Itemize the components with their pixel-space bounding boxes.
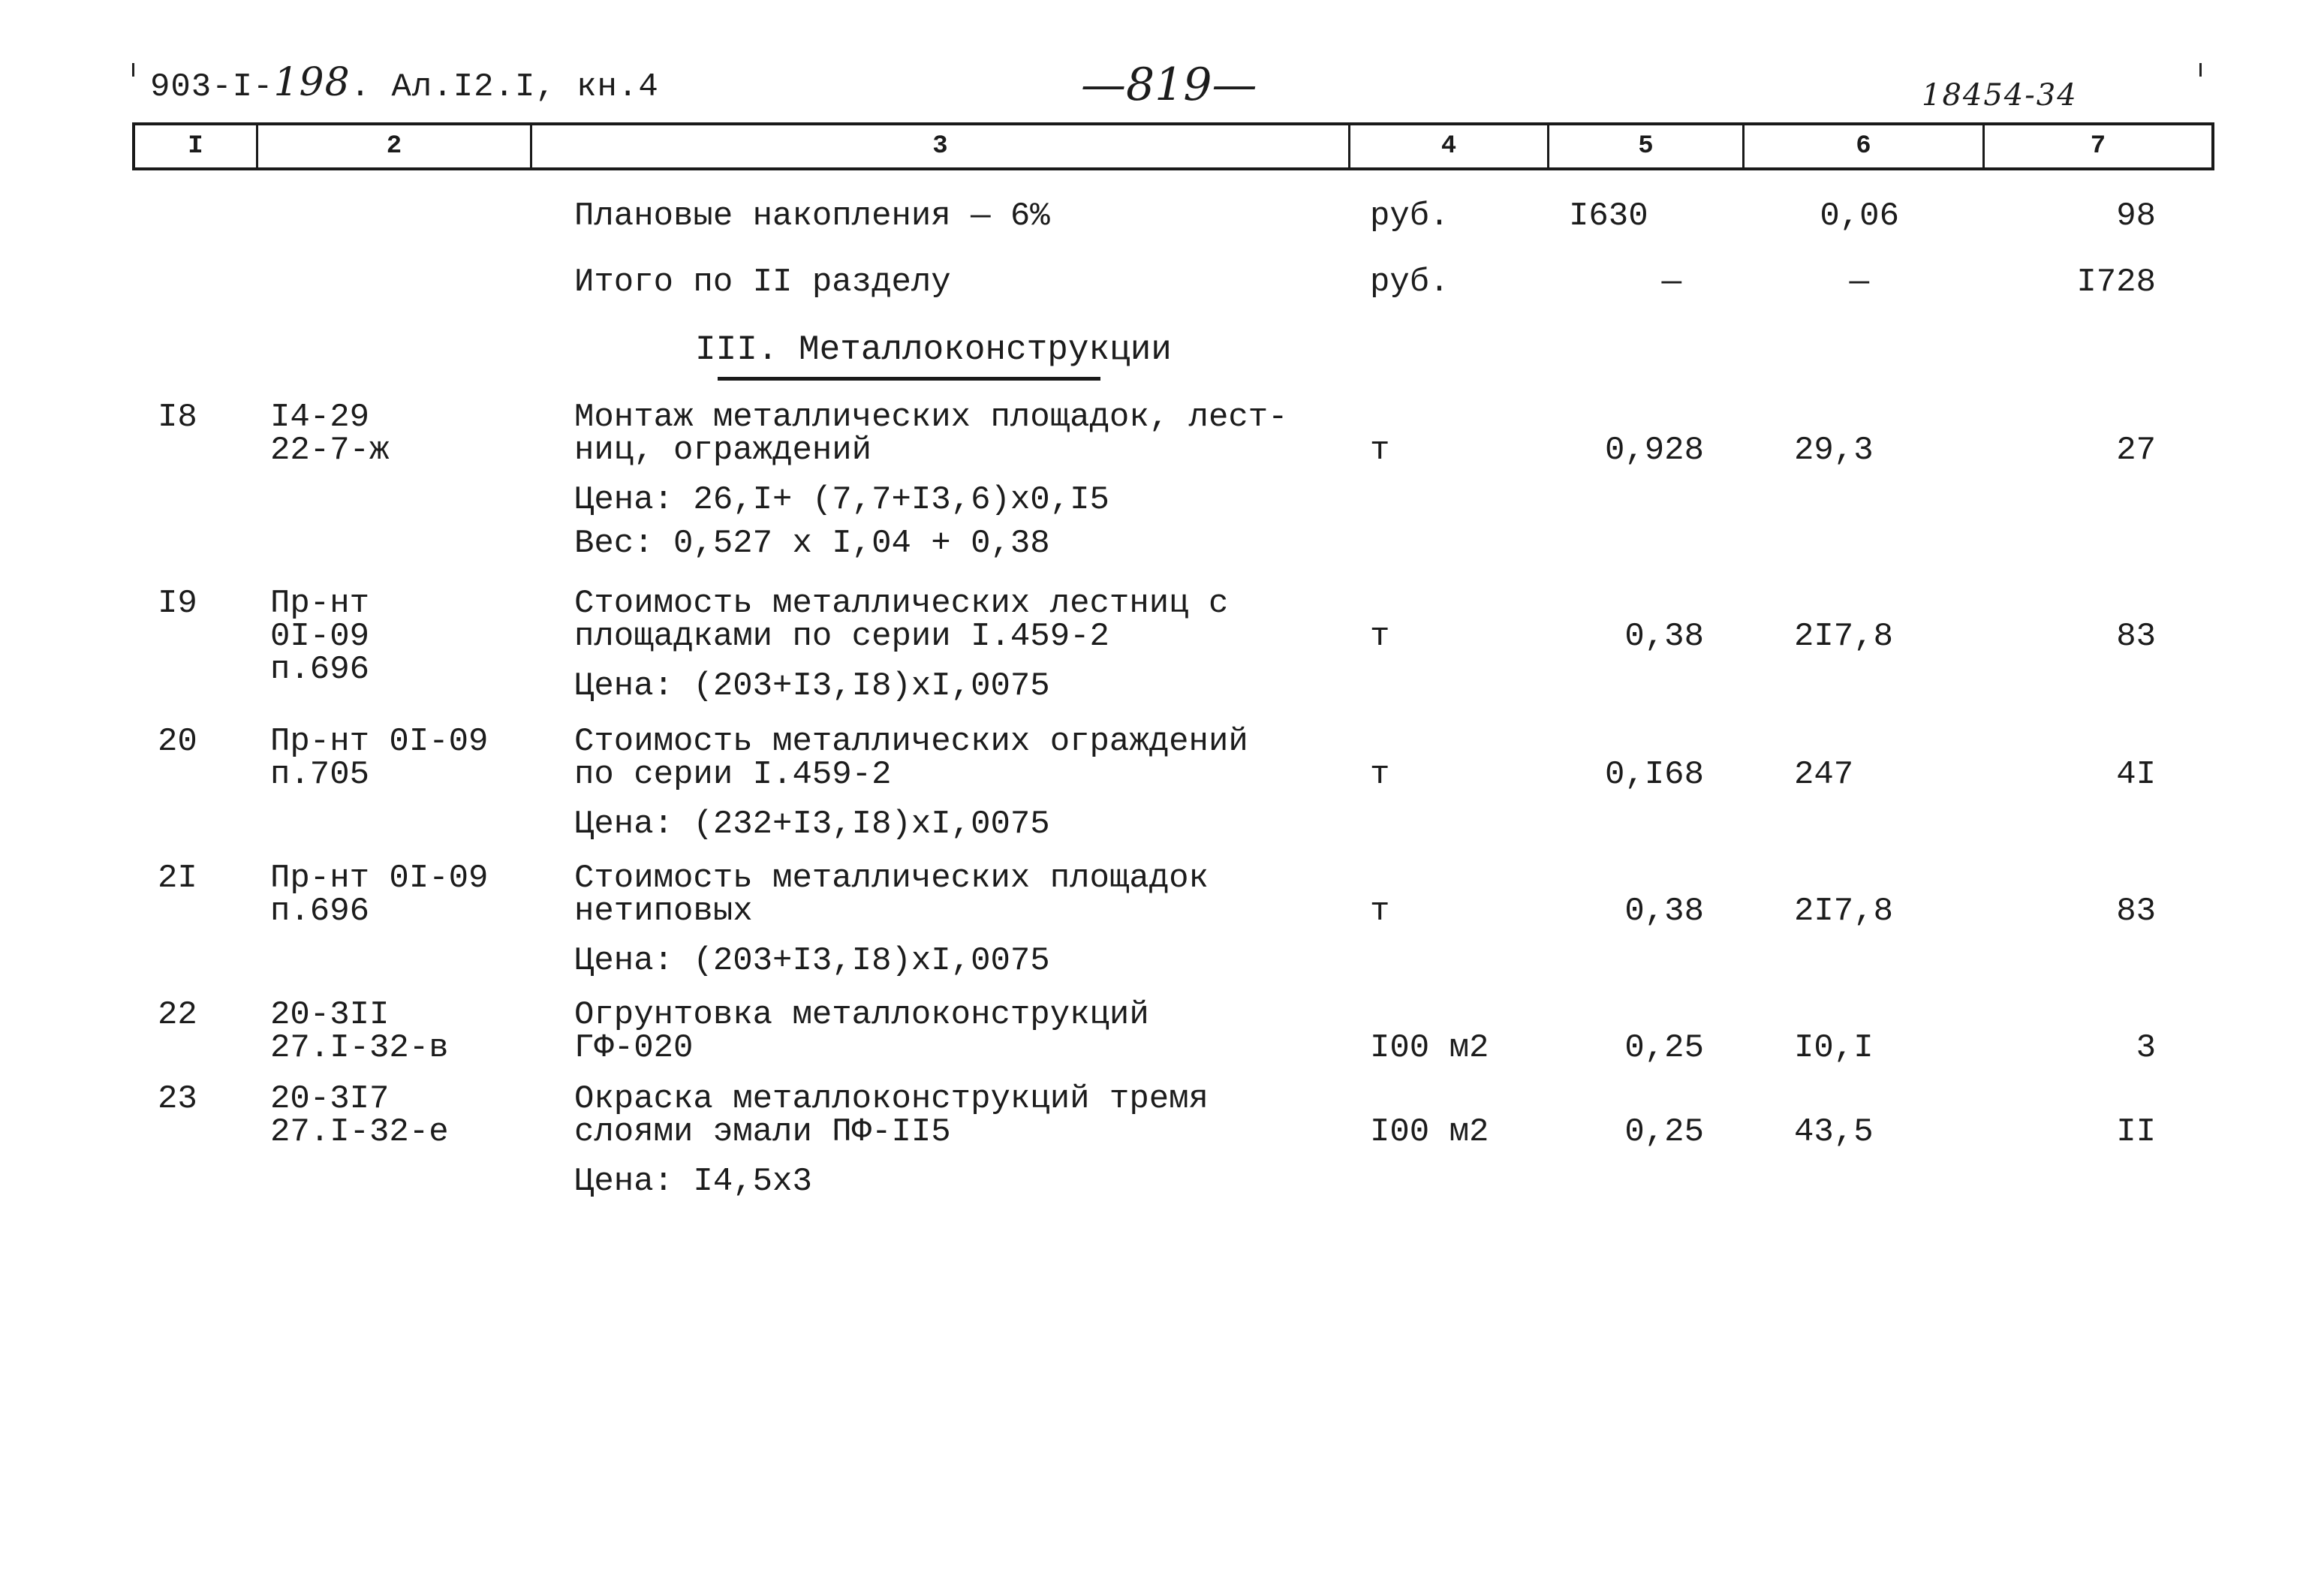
item-unit-price: 2I7,8: [1794, 893, 1894, 930]
row-number: [132, 200, 255, 233]
item-row: [132, 998, 2214, 1065]
item-quantity: 0,25: [1624, 1029, 1704, 1067]
item-cost: II: [2116, 1113, 2156, 1151]
item-unit-price: 2I7,8: [1794, 618, 1894, 655]
item-description-line: Огрунтовка металлоконструкций: [574, 996, 1149, 1034]
item-code-line: п.696: [270, 651, 370, 688]
item-formula: Цена: (203+I3,I8)хI,0075: [574, 667, 1050, 705]
item-cost: 83: [2116, 893, 2156, 930]
item-code-line: 0I-09: [270, 618, 370, 655]
column-header-2: 2: [258, 125, 532, 167]
item-description-line: Монтаж металлических площадок, лест-: [574, 399, 1288, 436]
item-unit-price: 247: [1794, 756, 1854, 793]
row-quantity: —: [1661, 263, 1681, 301]
column-header-7: 7: [2090, 132, 2106, 161]
summary-row: [132, 197, 2214, 235]
column-header-4: 4: [1350, 125, 1549, 167]
item-code: [255, 998, 529, 1065]
row-description: Итого по II разделу: [574, 263, 951, 301]
item-row: [132, 725, 2214, 841]
item-quantity: 0,38: [1624, 618, 1704, 655]
item-description: [529, 401, 1347, 560]
item-cost: 3: [2136, 1029, 2156, 1067]
item-number: 23: [158, 1080, 197, 1118]
section-title-text: III. Металлоконструкции: [695, 330, 1172, 369]
item-formula: Цена: (203+I3,I8)хI,0075: [574, 942, 1050, 980]
column-header-6: 6: [1745, 125, 1985, 167]
item-quantity: 0,38: [1624, 893, 1704, 930]
item-code-line: Пр-нт 0I-09: [270, 723, 489, 760]
item-formula: Цена: (232+I3,I8)хI,0075: [574, 806, 1050, 843]
item-number: 2I: [158, 860, 197, 897]
item-description: [529, 587, 1347, 703]
row-quantity: I630: [1569, 197, 1648, 235]
item-cost: 27: [2116, 432, 2156, 469]
item-description-line: слоями эмали ПФ-II5: [574, 1113, 951, 1151]
row-unit-price: —: [1849, 263, 1869, 301]
item-quantity: 0,I68: [1604, 756, 1704, 793]
item-code-line: Пр-нт 0I-09: [270, 860, 489, 897]
estimate-rows: [132, 188, 2214, 1198]
item-code-line: 27.I-32-е: [270, 1113, 449, 1151]
doc-prefix: 903-I-: [150, 68, 274, 106]
item-code: [255, 401, 529, 560]
item-code: [255, 587, 529, 703]
item-quantity: 0,25: [1624, 1113, 1704, 1151]
column-header-1: I: [135, 125, 258, 167]
item-number: 20: [158, 723, 197, 760]
row-cost: 98: [2116, 197, 2156, 235]
row-cost: I728: [2076, 263, 2156, 301]
row-unit-price: 0,06: [1820, 197, 1899, 235]
item-unit: т: [1370, 756, 1390, 793]
item-unit: I00 м2: [1370, 1029, 1489, 1067]
item-code-line: п.705: [270, 756, 370, 793]
archive-number: 18454-34: [1922, 78, 2078, 113]
item-quantity: 0,928: [1604, 432, 1704, 469]
item-code: [255, 1080, 529, 1198]
item-code: [255, 725, 529, 841]
item-formula: Цена: I4,5х3: [574, 1163, 812, 1200]
item-description: [529, 860, 1347, 980]
item-cost: 4I: [2116, 756, 2156, 793]
column-header-5: 5: [1549, 125, 1745, 167]
item-description: [529, 1080, 1347, 1200]
item-unit-price: 29,3: [1794, 432, 1874, 469]
item-number: I8: [158, 399, 197, 436]
item-description-line: ниц, ограждений: [574, 432, 872, 469]
item-row: [132, 860, 2214, 980]
item-description-line: Окраска металлоконструкций тремя: [574, 1080, 1209, 1118]
item-description: [529, 725, 1347, 841]
section-title-underline: [718, 377, 1100, 381]
page-number: —819—: [1081, 59, 1257, 111]
item-code-line: 22-7-ж: [270, 432, 390, 469]
item-code-line: 20-3I7: [270, 1080, 390, 1118]
item-description-line: ГФ-020: [574, 1029, 694, 1067]
item-description-line: по серии I.459-2: [574, 756, 892, 793]
item-code-line: 27.I-32-в: [270, 1029, 449, 1067]
summary-row: [132, 263, 2214, 301]
section-title: [132, 330, 2214, 368]
item-unit: т: [1370, 893, 1390, 930]
item-unit: т: [1370, 432, 1390, 469]
doc-number-handwritten: 198: [273, 60, 351, 105]
item-description: [529, 998, 1347, 1065]
row-unit: руб.: [1370, 263, 1450, 301]
corner-tick-left: [132, 63, 134, 77]
row-unit: руб.: [1370, 197, 1450, 235]
item-row: [132, 401, 2214, 560]
row-description: Плановые накопления — 6%: [574, 197, 1050, 235]
item-list: [132, 401, 2214, 1198]
document-reference: [150, 60, 659, 106]
item-formula: Вес: 0,527 х I,04 + 0,38: [574, 525, 1050, 562]
item-unit: I00 м2: [1370, 1113, 1489, 1151]
item-cost: 83: [2116, 618, 2156, 655]
item-code-line: I4-29: [270, 399, 370, 436]
column-header-row: [132, 122, 2214, 170]
item-code-line: 20-3II: [270, 996, 390, 1034]
item-unit-price: I0,I: [1794, 1029, 1874, 1067]
corner-tick-right: [2199, 63, 2202, 77]
item-row: [132, 1080, 2214, 1200]
row-number: [132, 266, 255, 299]
item-code: [255, 862, 529, 977]
item-number: I9: [158, 585, 197, 622]
item-unit: т: [1370, 618, 1390, 655]
item-description-line: Стоимость металлических площадок: [574, 860, 1209, 897]
item-unit-price: 43,5: [1794, 1113, 1874, 1151]
column-header-3: 3: [532, 125, 1350, 167]
item-code-line: п.696: [270, 893, 370, 930]
item-number: 22: [158, 996, 197, 1034]
item-description-line: Стоимость металлических лестниц с: [574, 585, 1229, 622]
item-description-line: нетиповых: [574, 893, 753, 930]
item-code-line: Пр-нт: [270, 585, 370, 622]
item-description-line: Стоимость металлических ограждений: [574, 723, 1248, 760]
item-row: [132, 587, 2214, 703]
doc-suffix: . Ал.I2.I, кн.4: [350, 68, 659, 106]
row-code: [255, 200, 529, 233]
item-description-line: площадками по серии I.459-2: [574, 618, 1109, 655]
item-formula: Цена: 26,I+ (7,7+I3,6)х0,I5: [574, 481, 1109, 519]
row-code: [255, 266, 529, 299]
